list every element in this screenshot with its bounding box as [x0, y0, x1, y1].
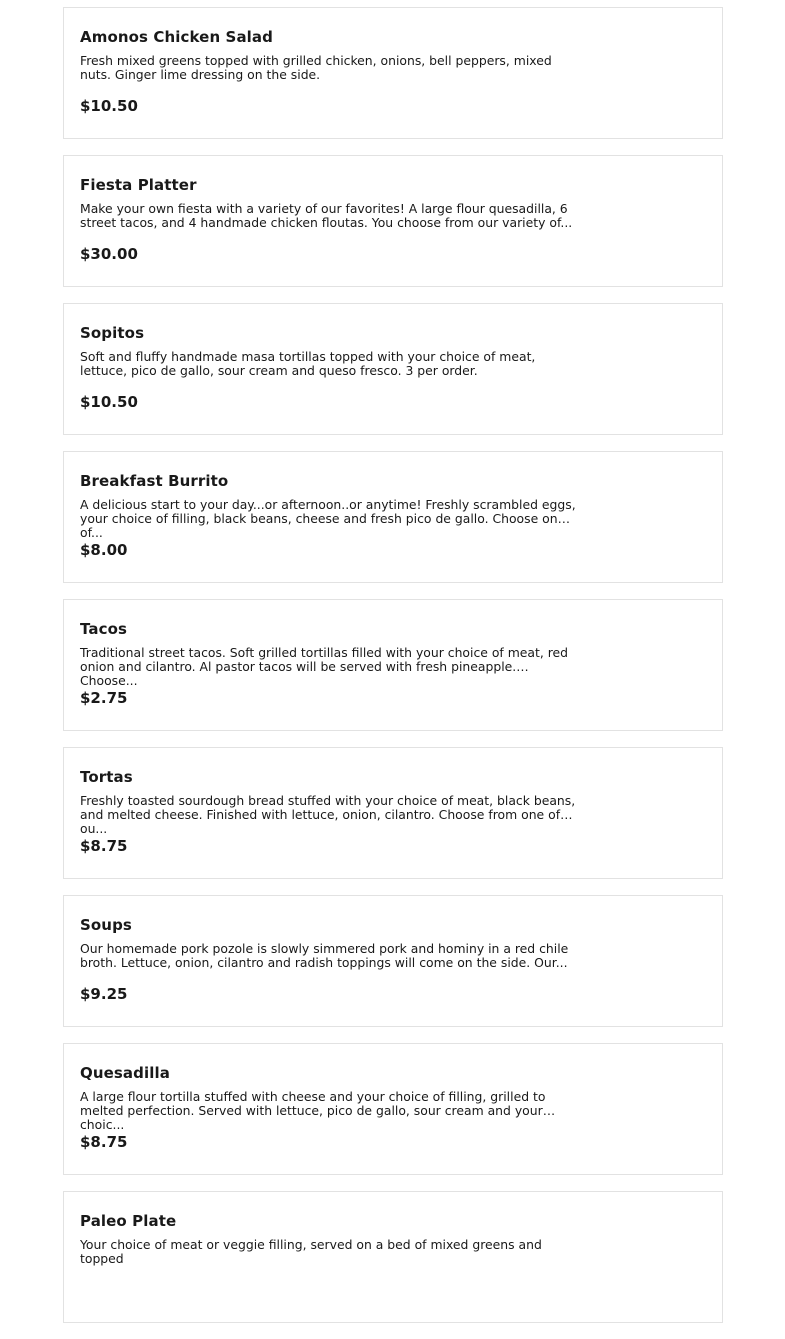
menu-item-price: $8.00 — [80, 541, 128, 559]
menu-item-card[interactable] — [63, 1043, 723, 1175]
menu-item-card[interactable] — [63, 599, 723, 731]
menu-item-description: Freshly toasted sourdough bread stuffed with your choice of meat, black beans, and melted cheese. Finished with lettuce, onion, cilantro. Choose from one of ou... — [80, 793, 576, 836]
menu-item-name: Quesadilla — [80, 1064, 170, 1082]
menu-item-description: A delicious start to your day...or afternoon..or anytime! Freshly scrambled eggs, your choice of filling, black beans, cheese and fresh pico de gallo. Choose one of... — [80, 497, 576, 540]
menu-item-list — [63, 7, 723, 1339]
menu-item-description: Fresh mixed greens topped with grilled chicken, onions, bell peppers, mixed nuts. Ginger lime dressing on the side. — [80, 53, 552, 82]
menu-item-card[interactable] — [63, 155, 723, 287]
menu-item-name: Tacos — [80, 620, 128, 638]
menu-item-card[interactable] — [63, 1191, 723, 1323]
menu-item-card[interactable] — [63, 747, 723, 879]
menu-item-name: Fiesta Platter — [80, 176, 197, 194]
menu-item-price: $10.50 — [80, 393, 138, 411]
menu-item-name: Paleo Plate — [80, 1212, 177, 1230]
menu-item-price: $2.75 — [80, 689, 128, 707]
menu-item-description: Soft and fluffy handmade masa tortillas topped with your choice of meat, lettuce, pico de gallo, sour cream and queso fresco. 3 per order. — [80, 349, 536, 378]
menu-item-description: Our homemade pork pozole is slowly simmered pork and hominy in a red chile broth. Lettuce, onion, cilantro and radish toppings will come on the side. Our... — [80, 941, 569, 970]
menu-item-name: Breakfast Burrito — [80, 472, 229, 490]
menu-item-name: Tortas — [80, 768, 133, 786]
menu-item-description: Traditional street tacos. Soft grilled tortillas filled with your choice of meat, red onion and cilantro. Al pastor tacos will be served with fresh pineapple. Choose... — [80, 645, 569, 688]
menu-item-card[interactable] — [63, 451, 723, 583]
menu-item-price: $8.75 — [80, 1133, 128, 1151]
menu-item-description: Your choice of meat or veggie filling, served on a bed of mixed greens and topped — [80, 1237, 542, 1266]
menu-item-name: Sopitos — [80, 324, 145, 342]
menu-item-description: Make your own fiesta with a variety of our favorites! A large flour quesadilla, 6 street tacos, and 4 handmade chicken floutas. You choose from our variety of... — [80, 201, 573, 230]
menu-item-card[interactable] — [63, 7, 723, 139]
menu-item-price: $8.75 — [80, 837, 128, 855]
menu-item-card[interactable] — [63, 303, 723, 435]
menu-item-name: Soups — [80, 916, 132, 934]
menu-item-name: Amonos Chicken Salad — [80, 28, 273, 46]
menu-item-price: $10.50 — [80, 97, 138, 115]
menu-item-description: A large flour tortilla stuffed with cheese and your choice of filling, grilled to melted perfection. Served with lettuce, pico de gallo, sour cream and your choic... — [80, 1089, 546, 1132]
menu-item-card[interactable] — [63, 895, 723, 1027]
menu-item-price: $30.00 — [80, 245, 138, 263]
menu-item-price: $9.25 — [80, 985, 128, 1003]
